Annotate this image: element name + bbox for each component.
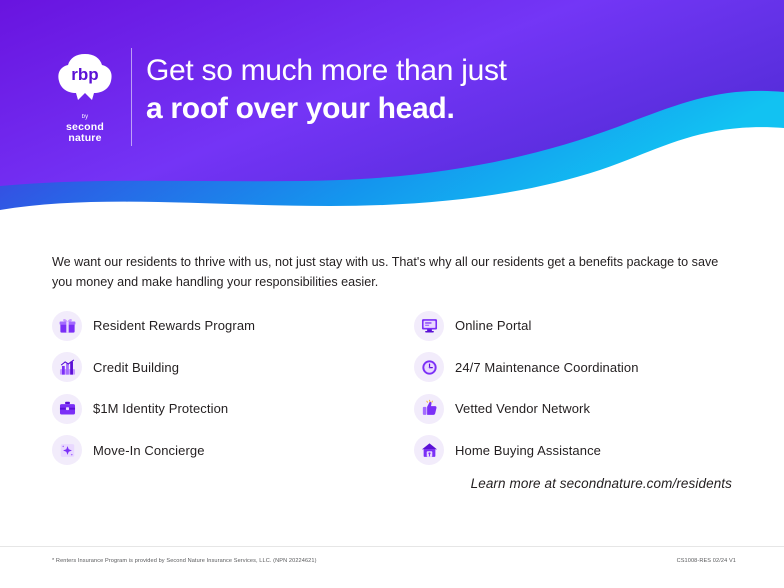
benefit-label: Vetted Vendor Network: [455, 401, 591, 417]
benefit-label: Move-In Concierge: [93, 442, 205, 458]
benefit-item-move-in-concierge: [52, 430, 414, 472]
logo-wordmark: [50, 114, 120, 144]
house-key-icon: [414, 435, 444, 465]
benefit-item-maintenance-coordination: [414, 347, 742, 389]
box-sparkle-icon: [52, 435, 82, 465]
rbp-flower-badge-icon: [56, 52, 114, 108]
briefcase-shield-icon: [52, 394, 82, 424]
clock-icon: [414, 352, 444, 382]
page-title: [146, 52, 706, 129]
benefit-label: Credit Building: [93, 359, 180, 375]
benefit-item-vetted-vendor-network: [414, 388, 742, 430]
benefit-label: Resident Rewards Program: [93, 318, 256, 334]
monitor-icon: [414, 311, 444, 341]
logo-brand-line2: nature: [68, 131, 102, 144]
headline-line-1: Get so much more than just: [146, 54, 507, 87]
benefit-label: 24/7 Maintenance Coordination: [455, 359, 639, 375]
benefit-label: Online Portal: [455, 318, 532, 334]
benefit-item-online-portal: [414, 305, 742, 347]
footer-disclaimer: * Renters Insurance Program is provided by Second Nature Insurance Services, LLC. (NPN 20224621): [52, 558, 317, 564]
gift-icon: [52, 311, 82, 341]
intro-paragraph: We want our residents to thrive with us, not just stay with us. That's why all our residents get a benefits package to save you money and make handling your responsibilities easier.: [52, 255, 719, 290]
header-divider: [131, 48, 132, 146]
benefit-label: Home Buying Assistance: [455, 442, 601, 458]
logo-block: [50, 52, 120, 142]
benefit-item-credit-building: [52, 347, 414, 389]
logo-by-text: by: [81, 114, 89, 120]
cta-text: Learn more at secondnature.com/residents: [470, 476, 732, 491]
benefit-label: $1M Identity Protection: [93, 401, 229, 417]
svg-text:rbp: rbp: [71, 65, 99, 84]
headline-line-2: a roof over your head.: [146, 92, 455, 126]
benefits-grid: [52, 305, 742, 471]
footer-doc-code: CS1008-RES 02/24 V1: [676, 558, 736, 564]
logo-brand-line1: second: [66, 120, 104, 133]
benefit-item-home-buying-assistance: [414, 430, 742, 472]
benefit-item-resident-rewards: [52, 305, 414, 347]
thumbs-up-icon: [414, 394, 444, 424]
footer-divider: [0, 546, 784, 547]
benefit-item-identity-protection: [52, 388, 414, 430]
chart-up-icon: [52, 352, 82, 382]
